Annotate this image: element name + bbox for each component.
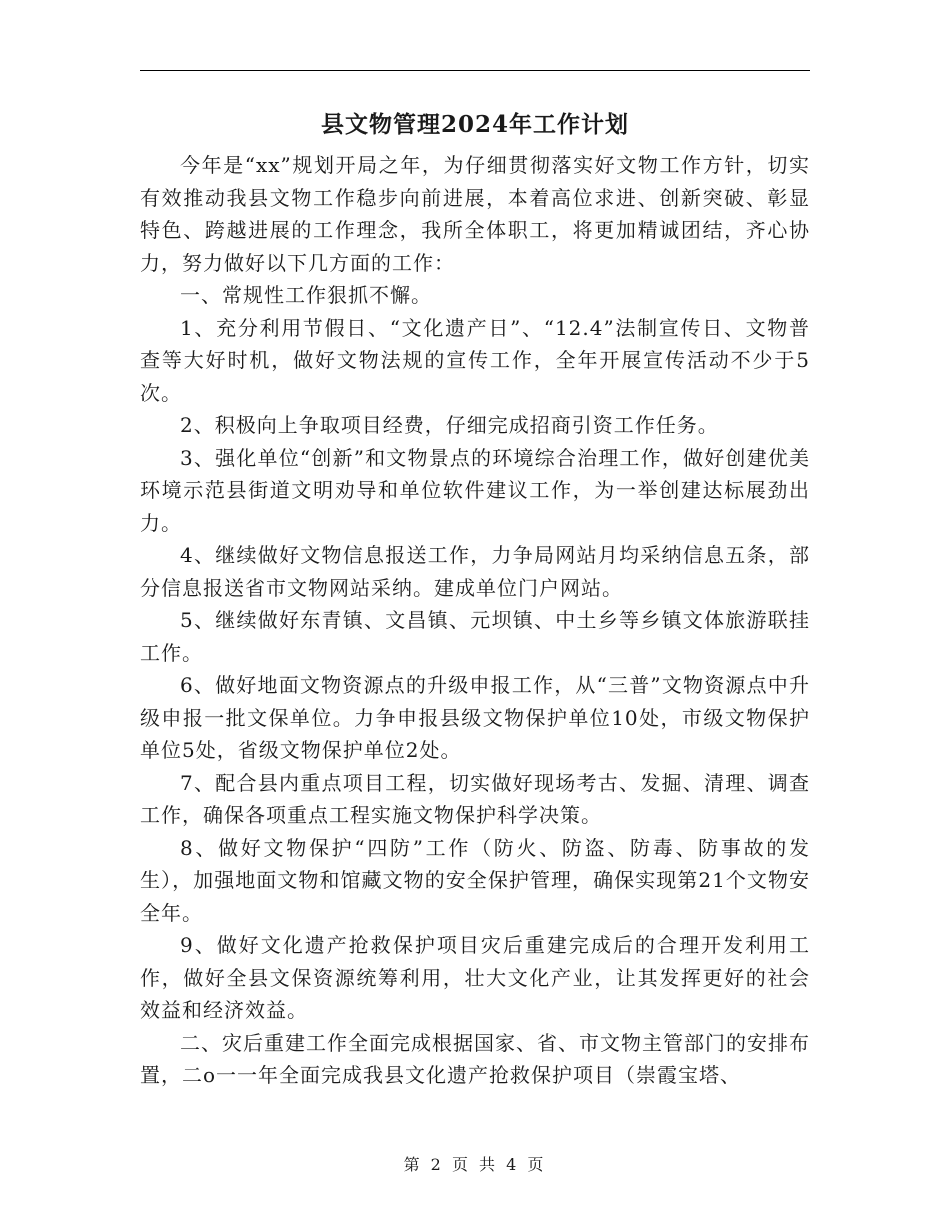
document-title: 县文物管理2024年工作计划 <box>320 111 629 138</box>
paragraph-item-5: 5、继续做好东青镇、文昌镇、元坝镇、中土乡等乡镇文体旅游联挂工作。 <box>140 608 810 665</box>
document-body <box>140 149 810 1092</box>
header-rule <box>140 70 810 71</box>
page-number: 第 2 页 共 4 页 <box>403 1155 547 1174</box>
paragraph-item-9: 9、做好文化遗产抢救保护项目灾后重建完成后的合理开发利用工作，做好全县文保资源统筹利用，壮大文化产业，让其发挥更好的社会效益和经济效益。 <box>140 933 810 1022</box>
paragraph-section-2: 二、灾后重建工作全面完成根据国家、省、市文物主管部门的安排布置，二o一一年全面完成我县文化遗产抢救保护项目（崇霞宝塔、 <box>140 1030 810 1087</box>
paragraph-item-6: 6、做好地面文物资源点的升级申报工作，从“三普”文物资源点中升级申报一批文保单位。力争申报县级文物保护单位10处，市级文物保护单位5处，省级文物保护单位2处。 <box>140 673 810 762</box>
paragraph-intro: 今年是“xx”规划开局之年，为仔细贯彻落实好文物工作方针，切实有效推动我县文物工作稳步向前进展，本着高位求进、创新突破、彰显特色、跨越进展的工作理念，我所全体职工，将更加精诚团结，齐心协力，努力做好以下几方面的工作： <box>140 153 810 275</box>
paragraph-item-2: 2、积极向上争取项目经费，仔细完成招商引资工作任务。 <box>180 413 719 437</box>
paragraph-item-4: 4、继续做好文物信息报送工作，力争局网站月均采纳信息五条，部分信息报送省市文物网站采纳。建成单位门户网站。 <box>140 543 810 600</box>
paragraph-item-7: 7、配合县内重点项目工程，切实做好现场考古、发掘、清理、调查工作，确保各项重点工程实施文物保护科学决策。 <box>140 770 810 827</box>
paragraph-section-1-heading: 一、常规性工作狠抓不懈。 <box>180 283 432 307</box>
paragraph-item-1: 1、充分利用节假日、“文化遗产日”、“12.4”法制宣传日、文物普查等大好时机，做好文物法规的宣传工作，全年开展宣传活动不少于5次。 <box>140 315 810 405</box>
paragraph-item-8: 8、做好文物保护“四防”工作（防火、防盗、防毒、防事故的发生），加强地面文物和馆藏文物的安全保护管理，确保实现第21个文物安全年。 <box>140 835 810 925</box>
paragraph-item-3: 3、强化单位“创新”和文物景点的环境综合治理工作，做好创建优美环境示范县街道文明劝导和单位软件建议工作，为一举创建达标展劲出力。 <box>140 445 810 535</box>
